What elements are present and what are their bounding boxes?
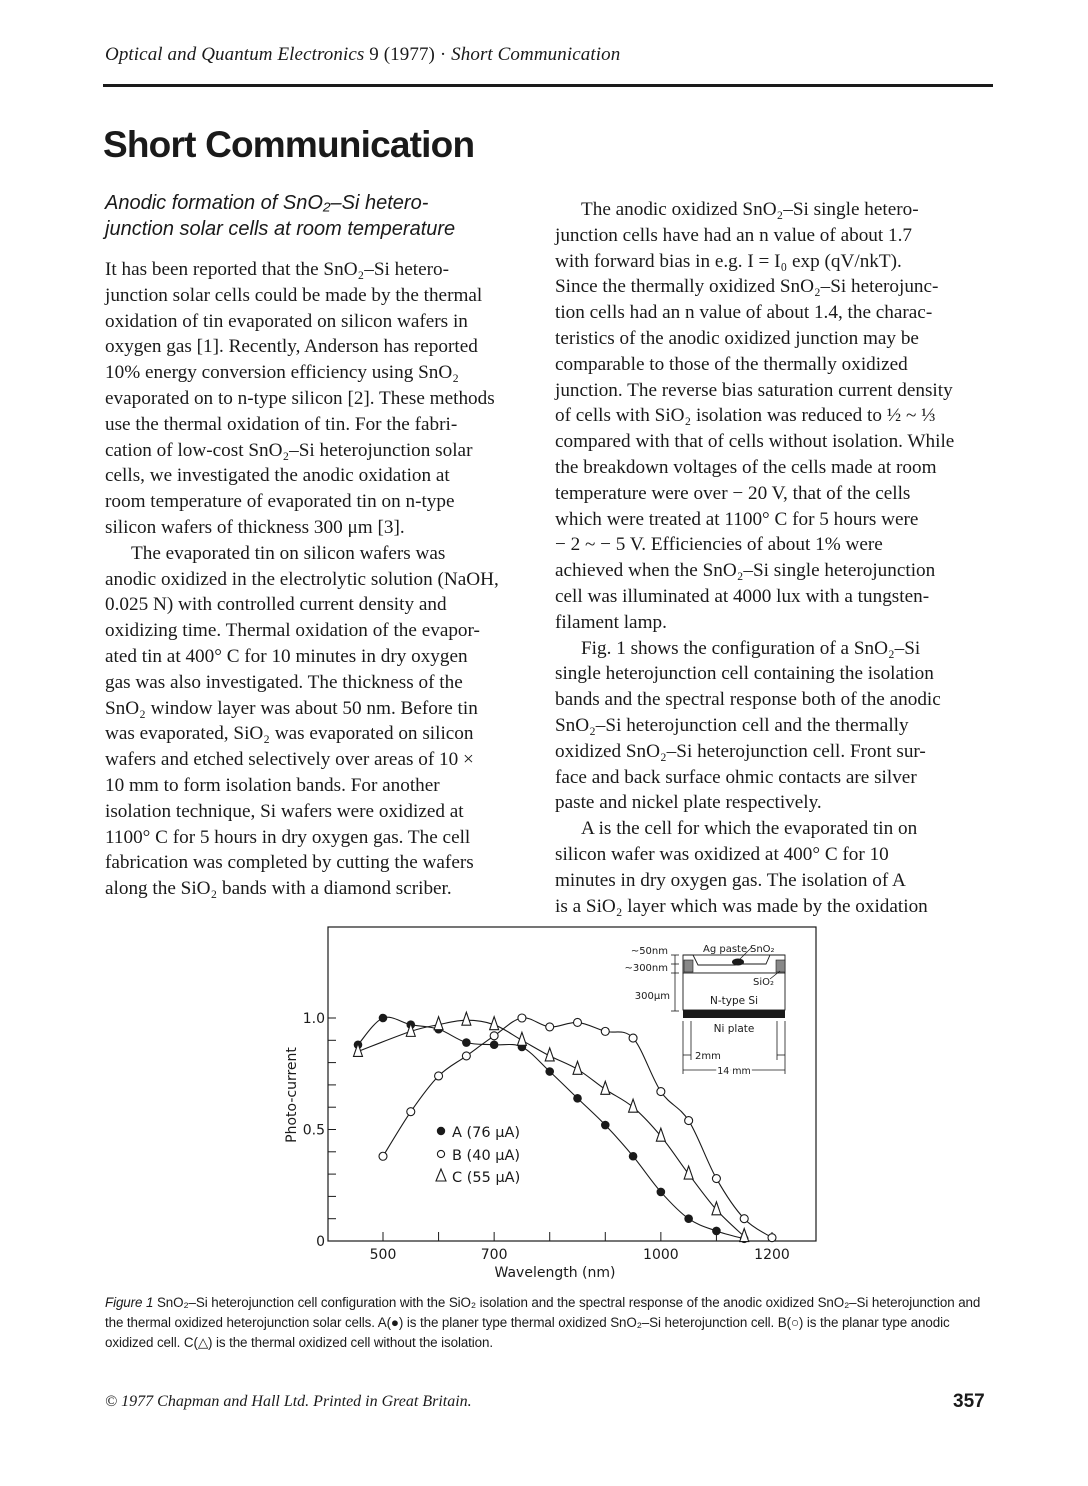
copyright-notice: © 1977 Chapman and Hall Ltd. Printed in Great Britain. xyxy=(105,1393,472,1410)
data-point-b xyxy=(685,1117,693,1125)
journal-section: Short Communication xyxy=(451,44,621,65)
body-text-line: comparable to those of the thermally oxidized xyxy=(555,353,908,375)
body-text-line: 1100° C for 5 hours in dry oxygen gas. The cell xyxy=(105,826,471,848)
figure-caption-label: Figure 1 xyxy=(105,1295,154,1310)
body-text-line: silicon wafers of thickness 300 μm [3]. xyxy=(105,516,405,538)
body-text-line: of cells with SiO₂ isolation was reduced to ½ ~ ⅓ xyxy=(555,405,936,427)
inset-sio2-left xyxy=(684,960,693,972)
data-point-b xyxy=(407,1108,415,1116)
body-text-line: paste and nickel plate respectively. xyxy=(555,792,822,814)
body-text-line: oxidized SnO₂–Si heterojunction cell. Front sur- xyxy=(555,740,926,762)
data-point-c xyxy=(462,1012,471,1025)
body-text-line: the breakdown voltages of the cells made at room xyxy=(555,456,937,478)
body-text-line: filament lamp. xyxy=(555,611,667,633)
inset-label-ag-paste: Ag paste xyxy=(703,944,748,955)
body-text-line: silicon wafer was oxidized at 400° C for 10 xyxy=(555,843,889,865)
body-text-line: anodic oxidized in the electrolytic solution (NaOH, xyxy=(105,568,499,590)
body-column-right xyxy=(555,197,995,919)
body-text-line: SnO₂ window layer was about 50 nm. Before tin xyxy=(105,697,478,719)
y-tick-label: 0 xyxy=(316,1234,325,1250)
body-text-line: ated tin at 400° C for 10 minutes in dry oxygen xyxy=(105,645,468,667)
body-text-line: was evaporated, SiO₂ was evaporated on silicon xyxy=(105,723,474,745)
data-point-a xyxy=(601,1121,610,1130)
x-tick-label: 500 xyxy=(369,1247,397,1263)
body-text-line: The anodic oxidized SnO₂–Si single hetero- xyxy=(581,199,919,220)
body-text-line: evaporated on to n-type silicon [2]. These methods xyxy=(105,387,495,409)
data-point-a xyxy=(712,1227,721,1236)
body-text-line: − 2 ~ − 5 V. Efficiencies of about 1% were xyxy=(555,534,883,556)
data-point-a xyxy=(684,1214,693,1223)
spectral-response-chart xyxy=(270,925,820,1285)
x-tick-label: 1000 xyxy=(643,1247,679,1263)
inset-label-sno2: SnO₂ xyxy=(750,944,775,955)
data-point-b xyxy=(546,1023,554,1031)
body-text-line: oxygen gas [1]. Recently, Anderson has reported xyxy=(105,336,478,358)
body-text-line: SnO₂–Si heterojunction cell and the thermally xyxy=(555,714,909,736)
body-text-line: cell was illuminated at 4000 lux with a tungsten- xyxy=(555,585,930,607)
legend-marker-c xyxy=(436,1169,446,1181)
header-rule xyxy=(103,84,993,87)
body-text-line: It has been reported that the SnO₂–Si hetero- xyxy=(105,259,449,280)
data-point-b xyxy=(740,1215,748,1223)
inset-ni-plate xyxy=(683,1010,785,1018)
article-title-line: junction solar cells at room temperature xyxy=(105,218,456,240)
body-text-line: teristics of the anodic oxidized junction may be xyxy=(555,327,919,349)
data-point-c xyxy=(629,1099,638,1112)
data-point-b xyxy=(462,1052,470,1060)
data-point-a xyxy=(462,1038,471,1047)
x-tick-label: 1200 xyxy=(754,1247,790,1263)
data-point-c xyxy=(434,1017,443,1030)
data-point-c xyxy=(601,1081,610,1094)
body-text-line: Fig. 1 shows the configuration of a SnO₂–Si xyxy=(581,637,921,659)
body-text-line: Since the thermally oxidized SnO₂–Si heterojunc- xyxy=(555,276,939,298)
legend-marker-a xyxy=(437,1127,445,1135)
body-text-line: minutes in dry oxygen gas. The isolation of A xyxy=(555,869,906,891)
y-tick-label: 0.5 xyxy=(302,1122,325,1139)
body-text-line: A is the cell for which the evaporated tin on xyxy=(581,818,918,840)
body-text-line: junction cells have had an n value of about 1.7 xyxy=(555,224,912,246)
legend-label-b: B (40 μA) xyxy=(452,1148,521,1164)
inset-label-14mm: 14 mm xyxy=(717,1066,751,1077)
journal-name: Optical and Quantum Electronics xyxy=(105,44,365,65)
body-text-line: oxidation of tin evaporated on silicon wafers in xyxy=(105,310,468,332)
data-point-c xyxy=(684,1166,693,1179)
body-text-line: room temperature of evaporated tin on n-type xyxy=(105,491,455,513)
body-text-line: tion cells had an n value of about 1.4, the charac- xyxy=(555,302,933,324)
data-point-a xyxy=(379,1014,388,1023)
legend-label-a: A (76 μA) xyxy=(452,1125,521,1141)
figure-1 xyxy=(270,925,820,1285)
inset-label-2mm: 2mm xyxy=(695,1051,721,1062)
running-head xyxy=(105,44,620,66)
data-point-b xyxy=(574,1018,582,1026)
body-text-line: with forward bias in e.g. I = I₀ exp (qV/nkT). xyxy=(555,250,902,272)
body-text-line: compared with that of cells without isolation. While xyxy=(555,431,955,453)
head-separator: · xyxy=(439,44,447,65)
body-text-line: fabrication was completed by cutting the wafers xyxy=(105,852,474,874)
figure-caption xyxy=(105,1293,985,1353)
x-axis-label: Wavelength (nm) xyxy=(494,1265,616,1281)
body-text-line: single heterojunction cell containing the isolation xyxy=(555,663,934,685)
body-text-line: face and back surface ohmic contacts are silver xyxy=(555,766,917,788)
inset-label-ni-plate: Ni plate xyxy=(713,1023,755,1035)
body-column-left xyxy=(105,257,535,902)
journal-year: (1977) xyxy=(383,44,435,65)
body-text-line: cation of low-cost SnO₂–Si heterojunction solar xyxy=(105,439,473,461)
cell-configuration-inset xyxy=(624,944,785,1077)
y-tick-label: 1.0 xyxy=(302,1011,325,1027)
journal-volume: 9 xyxy=(369,44,379,65)
data-point-b xyxy=(601,1027,609,1035)
body-text-line: achieved when the SnO₂–Si single heterojunction xyxy=(555,560,936,582)
body-text-line: is a SiO₂ layer which was made by the oxidation xyxy=(555,895,928,917)
body-text-line: 10 mm to form isolation bands. For another xyxy=(105,774,440,796)
data-point-a xyxy=(657,1188,666,1197)
data-point-a xyxy=(545,1067,554,1076)
body-text-line: The evaporated tin on silicon wafers was xyxy=(131,542,446,564)
data-point-b xyxy=(435,1072,443,1080)
data-point-a xyxy=(629,1152,638,1161)
inset-ag-paste-dot xyxy=(732,959,744,966)
inset-label-ntype-si: N-type Si xyxy=(709,995,759,1007)
data-point-a xyxy=(490,1040,499,1049)
data-point-b xyxy=(712,1175,720,1183)
data-point-b xyxy=(629,1034,637,1042)
data-point-c xyxy=(712,1202,721,1215)
body-text-line: temperature were over − 20 V, that of the cells xyxy=(555,482,911,504)
data-point-c xyxy=(656,1128,665,1141)
body-text-line: oxidizing time. Thermal oxidation of the evapor- xyxy=(105,620,480,642)
legend-marker-b xyxy=(437,1150,444,1157)
body-text-line: cells, we investigated the anodic oxidation at xyxy=(105,465,450,487)
data-point-b xyxy=(379,1152,387,1160)
body-text-line: wafers and etched selectively over areas of 10 × xyxy=(105,749,474,771)
data-point-b xyxy=(768,1234,776,1242)
data-point-b xyxy=(657,1088,665,1096)
body-text-line: junction. The reverse bias saturation current density xyxy=(555,379,953,401)
body-text-line: junction solar cells could be made by the thermal xyxy=(105,284,483,306)
body-text-line: 0.025 N) with controlled current density and xyxy=(105,594,447,616)
body-text-line: isolation technique, Si wafers were oxidized at xyxy=(105,800,464,822)
legend-label-c: C (55 μA) xyxy=(452,1170,521,1186)
y-axis-label: Photo-current xyxy=(284,1047,300,1143)
data-point-b xyxy=(518,1014,526,1022)
inset-label-300um: 300μm xyxy=(634,991,670,1002)
data-point-b xyxy=(490,1032,498,1040)
body-text-line: along the SiO₂ bands with a diamond scriber. xyxy=(105,878,452,900)
body-text-line: gas was also investigated. The thickness of the xyxy=(105,671,463,693)
data-point-a xyxy=(573,1094,582,1103)
inset-label-50nm: ~50nm xyxy=(630,946,668,957)
article-title-line: Anodic formation of SnO₂–Si hetero- xyxy=(105,192,429,214)
section-title: Short Communication xyxy=(103,124,475,165)
body-text-line: use the thermal oxidation of tin. For the fabri- xyxy=(105,413,458,435)
body-text-line: 10% energy conversion efficiency using SnO₂ xyxy=(105,362,459,384)
body-text-line: bands and the spectral response both of the anodic xyxy=(555,689,941,711)
article-title xyxy=(105,190,535,242)
inset-label-sio2: SiO₂ xyxy=(753,977,775,988)
data-point-c xyxy=(740,1229,749,1242)
inset-sio2-right xyxy=(776,960,785,972)
page-number: 357 xyxy=(953,1391,985,1412)
body-text-line: which were treated at 1100° C for 5 hours were xyxy=(555,508,919,530)
inset-label-300nm: ~300nm xyxy=(624,963,668,974)
x-tick-label: 700 xyxy=(480,1247,508,1263)
legend xyxy=(436,1125,520,1186)
figure-caption-text: SnO₂–Si heterojunction cell configuration with the SiO₂ isolation and the spectral response of the anodic oxidized SnO₂–Si heterojunction and the thermal oxidized heterojunction solar cells. A(●) is the planer type thermal oxidized SnO₂–Si heterojunction cell. B(○) is the planar type anodic oxidized cell. C(△) is the thermal oxidized cell without the isolation. xyxy=(105,1295,981,1350)
